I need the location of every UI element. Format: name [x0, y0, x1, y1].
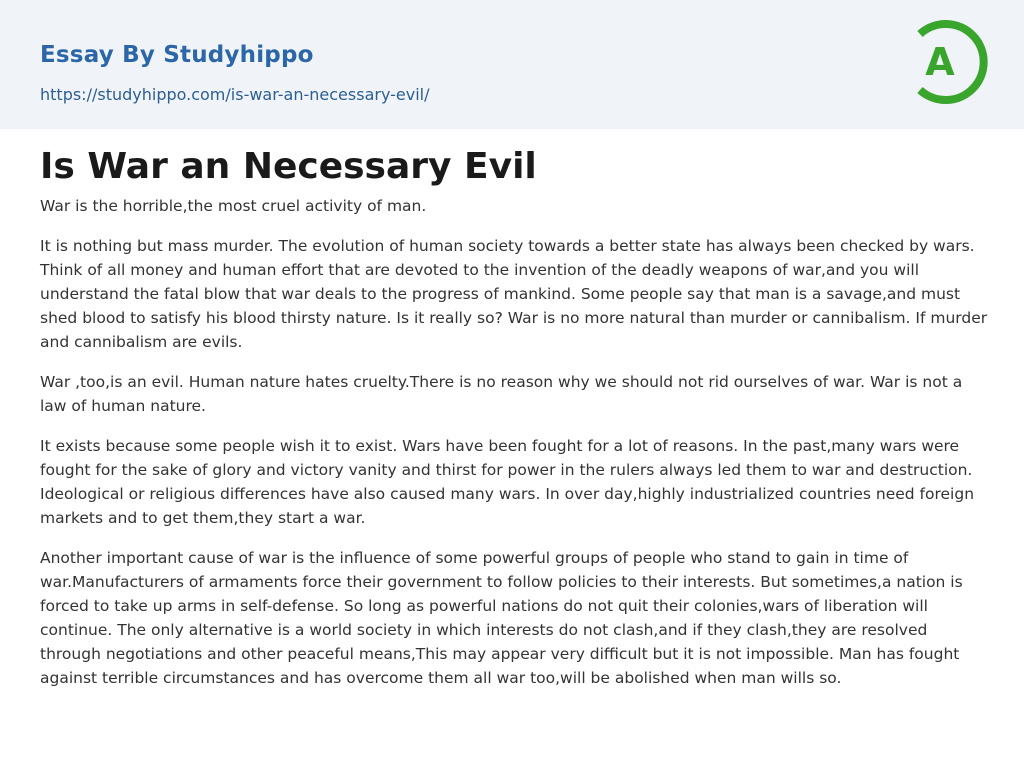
site-brand[interactable]: Essay By Studyhippo: [40, 42, 314, 68]
essay-paragraph: It exists because some people wish it to exist. Wars have been fought for a lot of reasons. In the past,many wars were fought for the sake of glory and victory vanity and thirst for power in the rulers always led them to war and destruction. Ideological or religious differences have also caused many wars. In over day,highly industrialized countries need foreign markets and to get them,they start a war.: [40, 437, 975, 527]
essay-paragraph: Another important cause of war is the influence of some powerful groups of people who stand to gain in time of war.Manufacturers of armaments force their government to follow policies to their interests. But sometimes,a nation is forced to take up arms in self-defense. So long as powerful nations do not quit their colonies,wars of liberation will continue. The only alternative is a world society in which interests do not clash,and if they clash,they are resolved through negotiations and other peaceful means,This may appear very difficult but it is not impossible. Man has fought against terrible circumstances and has overcome them all war too,will be abolished when man wills so.: [40, 549, 963, 687]
essay-paragraph: War ,too,is an evil. Human nature hates cruelty.There is no reason why we should not rid ourselves of war. War is not a law of human nature.: [40, 373, 963, 415]
essay-paragraph: War is the horrible,the most cruel activity of man.: [40, 197, 427, 215]
essay-paragraph: It is nothing but mass murder. The evolution of human society towards a better state has always been checked by wars. Think of all money and human effort that are devoted to the invention of the deadly weapons of war,and you will understand the fatal blow that war deals to the progress of mankind. Some people say that man is a savage,and must shed blood to satisfy his blood thirsty nature. Is it really so? War is no more natural than murder or cannibalism. If murder and cannibalism are evils.: [40, 237, 988, 351]
page-url-link[interactable]: https://studyhippo.com/is-war-an-necessary-evil/: [40, 85, 430, 104]
site-header: [0, 0, 1024, 129]
essay-title: Is War an Necessary Evil: [40, 146, 537, 187]
essay-body: [40, 194, 988, 706]
studyhippo-logo-icon[interactable]: [910, 18, 988, 106]
logo-letter: A: [925, 40, 955, 84]
